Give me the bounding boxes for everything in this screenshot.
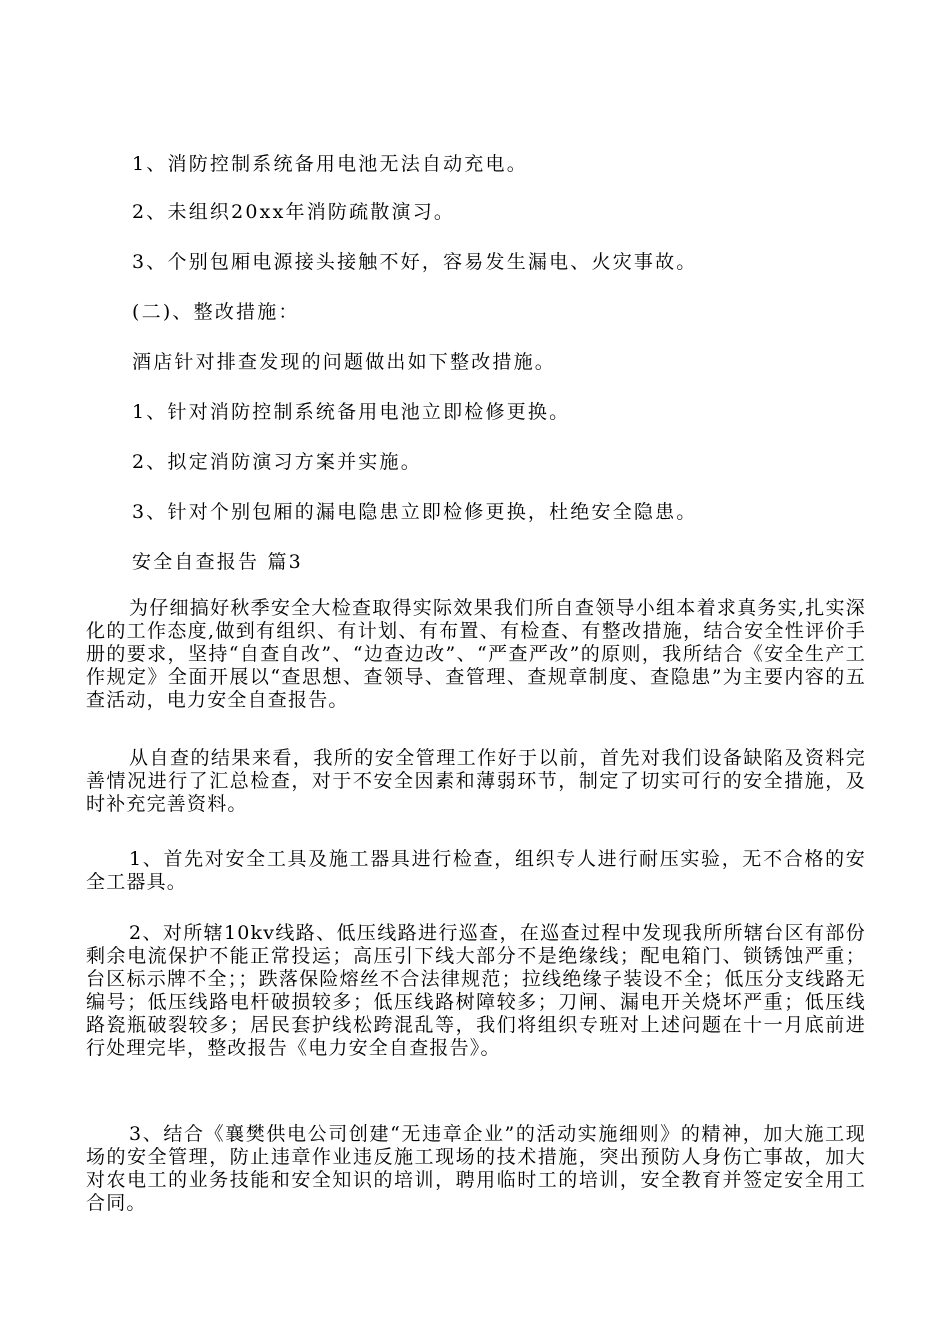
report-section-title: 安全自查报告 篇3 [132, 551, 303, 573]
measure-item-1: 1、针对消防控制系统备用电池立即检修更换。 [132, 401, 571, 423]
body-paragraph-3: 1、首先对安全工具及施工器具进行检查，组织专人进行耐压实验，无不合格的安全工器具。 [86, 848, 866, 893]
issue-item-2: 2、未组织20xx年消防疏散演习。 [132, 201, 456, 223]
measure-item-3: 3、针对个别包厢的漏电隐患立即检修更换，杜绝安全隐患。 [132, 501, 698, 523]
rectification-intro: 酒店针对排查发现的问题做出如下整改措施。 [132, 351, 557, 373]
measure-item-2: 2、拟定消防演习方案并实施。 [132, 451, 422, 473]
body-paragraph-2: 从自查的结果来看，我所的安全管理工作好于以前，首先对我们设备缺陷及资料完善情况进行了汇总检查，对于不安全因素和薄弱环节，制定了切实可行的安全措施，及时补充完善资料。 [86, 747, 866, 815]
body-paragraph-5: 3、结合《襄樊供电公司创建“无违章企业”的活动实施细则》的精神，加大施工现场的安全管理，防止违章作业违反施工现场的技术措施，突出预防人身伤亡事故，加大对农电工的业务技能和安全知识的培训，聘用临时工的培训，安全教育并签定安全用工合同。 [86, 1123, 866, 1214]
body-paragraph-4: 2、对所辖10kv线路、低压线路进行巡查，在巡查过程中发现我所所辖台区有部份剩余电流保护不能正常投运；高压引下线大部分不是绝缘线；配电箱门、锁锈蚀严重；台区标示牌不全；；跌落保险熔丝不合法律规范；拉线绝缘子装设不全；低压分支线路无编号；低压线路电杆破损较多；低压线路树障较多；刀闸、漏电开关烧坏严重；低压线路瓷瓶破裂较多；居民套护线松跨混乱等，我们将组织专班对上述问题在十一月底前进行处理完毕，整改报告《电力安全自查报告》。 [86, 922, 866, 1059]
issue-item-1: 1、消防控制系统备用电池无法自动充电。 [132, 153, 528, 175]
section-heading-rectification: (二)、整改措施： [132, 301, 300, 323]
issue-item-3: 3、个别包厢电源接头接触不好，容易发生漏电、火灾事故。 [132, 251, 698, 273]
body-paragraph-1: 为仔细搞好秋季安全大检查取得实际效果我们所自查领导小组本着求真务实,扎实深化的工作态度,做到有组织、有计划、有布置、有检查、有整改措施，结合安全性评价手册的要求，坚持“自查自改”、“边查边改”、“严查严改”的原则，我所结合《安全生产工作规定》全面开展以“查思想、查领导、查管理、查规章制度、查隐患”为主要内容的五查活动，电力安全自查报告。 [86, 597, 866, 711]
